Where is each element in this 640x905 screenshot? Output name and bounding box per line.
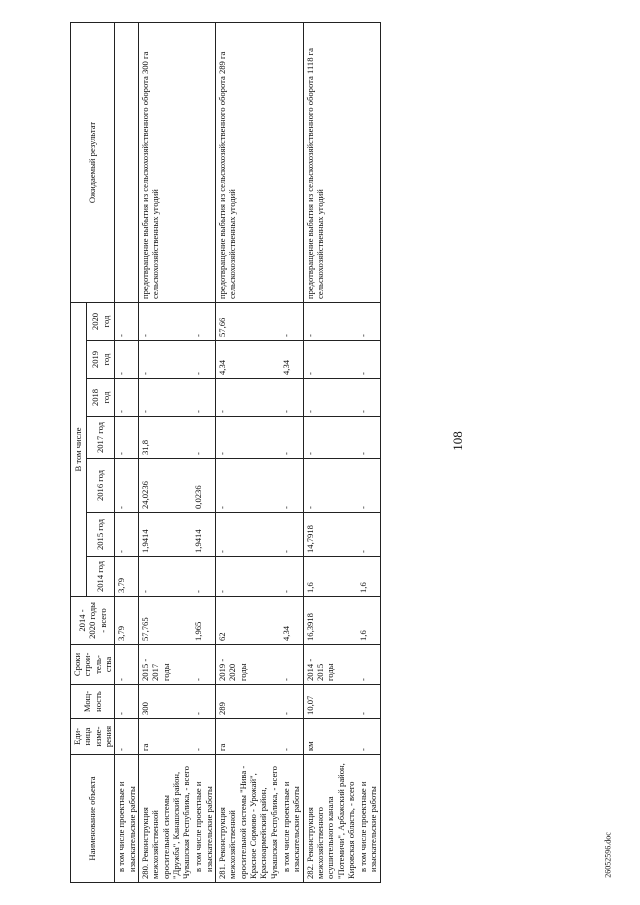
cell-total: 4,34 bbox=[280, 596, 303, 644]
cell-2017: - bbox=[192, 416, 215, 458]
cell-terms: 2014 - 2015 годы bbox=[303, 644, 357, 684]
cell-power: 289 bbox=[216, 684, 280, 718]
cell-2020: - bbox=[280, 302, 303, 340]
cell-2019: - bbox=[357, 340, 380, 378]
cell-terms: - bbox=[192, 644, 215, 684]
cell-2016: - bbox=[280, 458, 303, 512]
cell-terms: - bbox=[115, 644, 139, 684]
cell-name: 280. Реконструкция межхозяйственной оросительной системы "Дружба", Канашский район, Чувашская Республика, - всего bbox=[138, 754, 192, 882]
cell-total: 57,765 bbox=[138, 596, 192, 644]
cell-2015: - bbox=[280, 512, 303, 556]
cell-2019: 4,34 bbox=[280, 340, 303, 378]
cell-2017: - bbox=[357, 416, 380, 458]
cell-2020: - bbox=[303, 302, 357, 340]
cell-2016: 0,0236 bbox=[192, 458, 215, 512]
header-2020: 2020 год bbox=[86, 302, 114, 340]
cell-unit: - bbox=[192, 718, 215, 754]
cell-2015: - bbox=[357, 512, 380, 556]
cell-2014: 3,79 bbox=[115, 556, 139, 596]
cell-2015: 14,7918 bbox=[303, 512, 357, 556]
cell-power: - bbox=[192, 684, 215, 718]
cell-2016: - bbox=[303, 458, 357, 512]
cell-name: в том числе проектные и изыскательские работы bbox=[357, 754, 380, 882]
cell-2014: - bbox=[138, 556, 192, 596]
header-2019: 2019 год bbox=[86, 340, 114, 378]
cell-2020: - bbox=[192, 302, 215, 340]
cell-terms: 2015 - 2017 годы bbox=[138, 644, 192, 684]
cell-terms: 2019 - 2020 годы bbox=[216, 644, 280, 684]
cell-2020: - bbox=[357, 302, 380, 340]
cell-result bbox=[280, 22, 303, 302]
cell-2017: - bbox=[115, 416, 139, 458]
cell-2016: - bbox=[357, 458, 380, 512]
cell-2019: - bbox=[303, 340, 357, 378]
table-row bbox=[303, 22, 357, 882]
header-2015: 2015 год bbox=[86, 512, 114, 556]
page-number: 108 bbox=[450, 431, 465, 451]
cell-total: 16,3918 bbox=[303, 596, 357, 644]
cell-2020: 57,66 bbox=[216, 302, 280, 340]
cell-2019: 4,34 bbox=[216, 340, 280, 378]
cell-total: 1,6 bbox=[357, 596, 380, 644]
table-row bbox=[138, 22, 192, 882]
objects-table bbox=[70, 21, 381, 882]
cell-name: в том числе проектные и изыскательские работы bbox=[280, 754, 303, 882]
cell-2019: - bbox=[138, 340, 192, 378]
cell-2017: - bbox=[280, 416, 303, 458]
cell-2017: - bbox=[216, 416, 280, 458]
table-row bbox=[280, 22, 303, 882]
header-2017: 2017 год bbox=[86, 416, 114, 458]
header-total: 2014 - 2020 годы - всего bbox=[71, 596, 115, 644]
cell-result: предотвращение выбытия из сельскохозяйственного оборота 1118 га сельскохозяйственных угодий bbox=[303, 22, 357, 302]
table-row bbox=[216, 22, 280, 882]
cell-2016: 24,0236 bbox=[138, 458, 192, 512]
header-terms: Сроки строи-тель-ства bbox=[71, 644, 115, 684]
cell-unit: - bbox=[357, 718, 380, 754]
cell-name: 282. Реконструкция межхозяйственного осушительного канала "Потемичи", Арбажский район, Кировская область, - всего bbox=[303, 754, 357, 882]
cell-2018: - bbox=[280, 378, 303, 416]
cell-2019: - bbox=[115, 340, 139, 378]
cell-2015: 1,9414 bbox=[192, 512, 215, 556]
cell-2018: - bbox=[357, 378, 380, 416]
cell-2018: - bbox=[192, 378, 215, 416]
cell-unit: - bbox=[115, 718, 139, 754]
cell-2015: 1,9414 bbox=[138, 512, 192, 556]
cell-power: - bbox=[280, 684, 303, 718]
cell-2019: - bbox=[192, 340, 215, 378]
cell-terms: - bbox=[357, 644, 380, 684]
rotated-table-container bbox=[70, 23, 570, 883]
document-filename: 26052596.doc bbox=[603, 832, 613, 878]
cell-power: 10,07 bbox=[303, 684, 357, 718]
table-row bbox=[357, 22, 380, 882]
cell-2014: 1,6 bbox=[357, 556, 380, 596]
cell-result: предотвращение выбытия из сельскохозяйственного оборота 300 га сельскохозяйственных угодий bbox=[138, 22, 192, 302]
table-row bbox=[115, 22, 139, 882]
header-name: Наименование объекта bbox=[71, 754, 115, 882]
cell-2014: - bbox=[216, 556, 280, 596]
header-incl: В том числе bbox=[71, 302, 87, 596]
cell-2017: 31,8 bbox=[138, 416, 192, 458]
cell-name: в том числе проектные и изыскательские работы bbox=[115, 754, 139, 882]
cell-2014: - bbox=[280, 556, 303, 596]
cell-2020: - bbox=[115, 302, 139, 340]
cell-result bbox=[357, 22, 380, 302]
cell-2018: - bbox=[115, 378, 139, 416]
cell-unit: км bbox=[303, 718, 357, 754]
header-2016: 2016 год bbox=[86, 458, 114, 512]
cell-2016: - bbox=[216, 458, 280, 512]
cell-unit: га bbox=[138, 718, 192, 754]
cell-result: предотвращение выбытия из сельскохозяйственного оборота 289 га сельскохозяйственных угодий bbox=[216, 22, 280, 302]
cell-name: в том числе проектные и изыскательские работы bbox=[192, 754, 215, 882]
cell-2020: - bbox=[138, 302, 192, 340]
cell-unit: - bbox=[280, 718, 303, 754]
cell-2015: - bbox=[216, 512, 280, 556]
cell-unit: га bbox=[216, 718, 280, 754]
cell-name: 281. Реконструкция межхозяйственной оросительной системы "Нива - Красное Сормово - Урожай", Красноармейский район, Чувашская Республика, - всего bbox=[216, 754, 280, 882]
cell-total: 3,79 bbox=[115, 596, 139, 644]
cell-2014: 1,6 bbox=[303, 556, 357, 596]
cell-2018: - bbox=[216, 378, 280, 416]
cell-power: 300 bbox=[138, 684, 192, 718]
cell-2017: - bbox=[303, 416, 357, 458]
cell-2014: - bbox=[192, 556, 215, 596]
cell-total: 62 bbox=[216, 596, 280, 644]
cell-2018: - bbox=[138, 378, 192, 416]
cell-result bbox=[115, 22, 139, 302]
cell-power: - bbox=[115, 684, 139, 718]
cell-result bbox=[192, 22, 215, 302]
cell-2016: - bbox=[115, 458, 139, 512]
header-2014: 2014 год bbox=[86, 556, 114, 596]
cell-2015: - bbox=[115, 512, 139, 556]
table-row bbox=[192, 22, 215, 882]
header-result: Ожидаемый результат bbox=[71, 22, 115, 302]
cell-total: 1,965 bbox=[192, 596, 215, 644]
header-2018: 2018 год bbox=[86, 378, 114, 416]
cell-power: - bbox=[357, 684, 380, 718]
cell-2018: - bbox=[303, 378, 357, 416]
header-power: Мощ-ность bbox=[71, 684, 115, 718]
cell-terms: - bbox=[280, 644, 303, 684]
header-unit: Еди-ница изме-рения bbox=[71, 718, 115, 754]
